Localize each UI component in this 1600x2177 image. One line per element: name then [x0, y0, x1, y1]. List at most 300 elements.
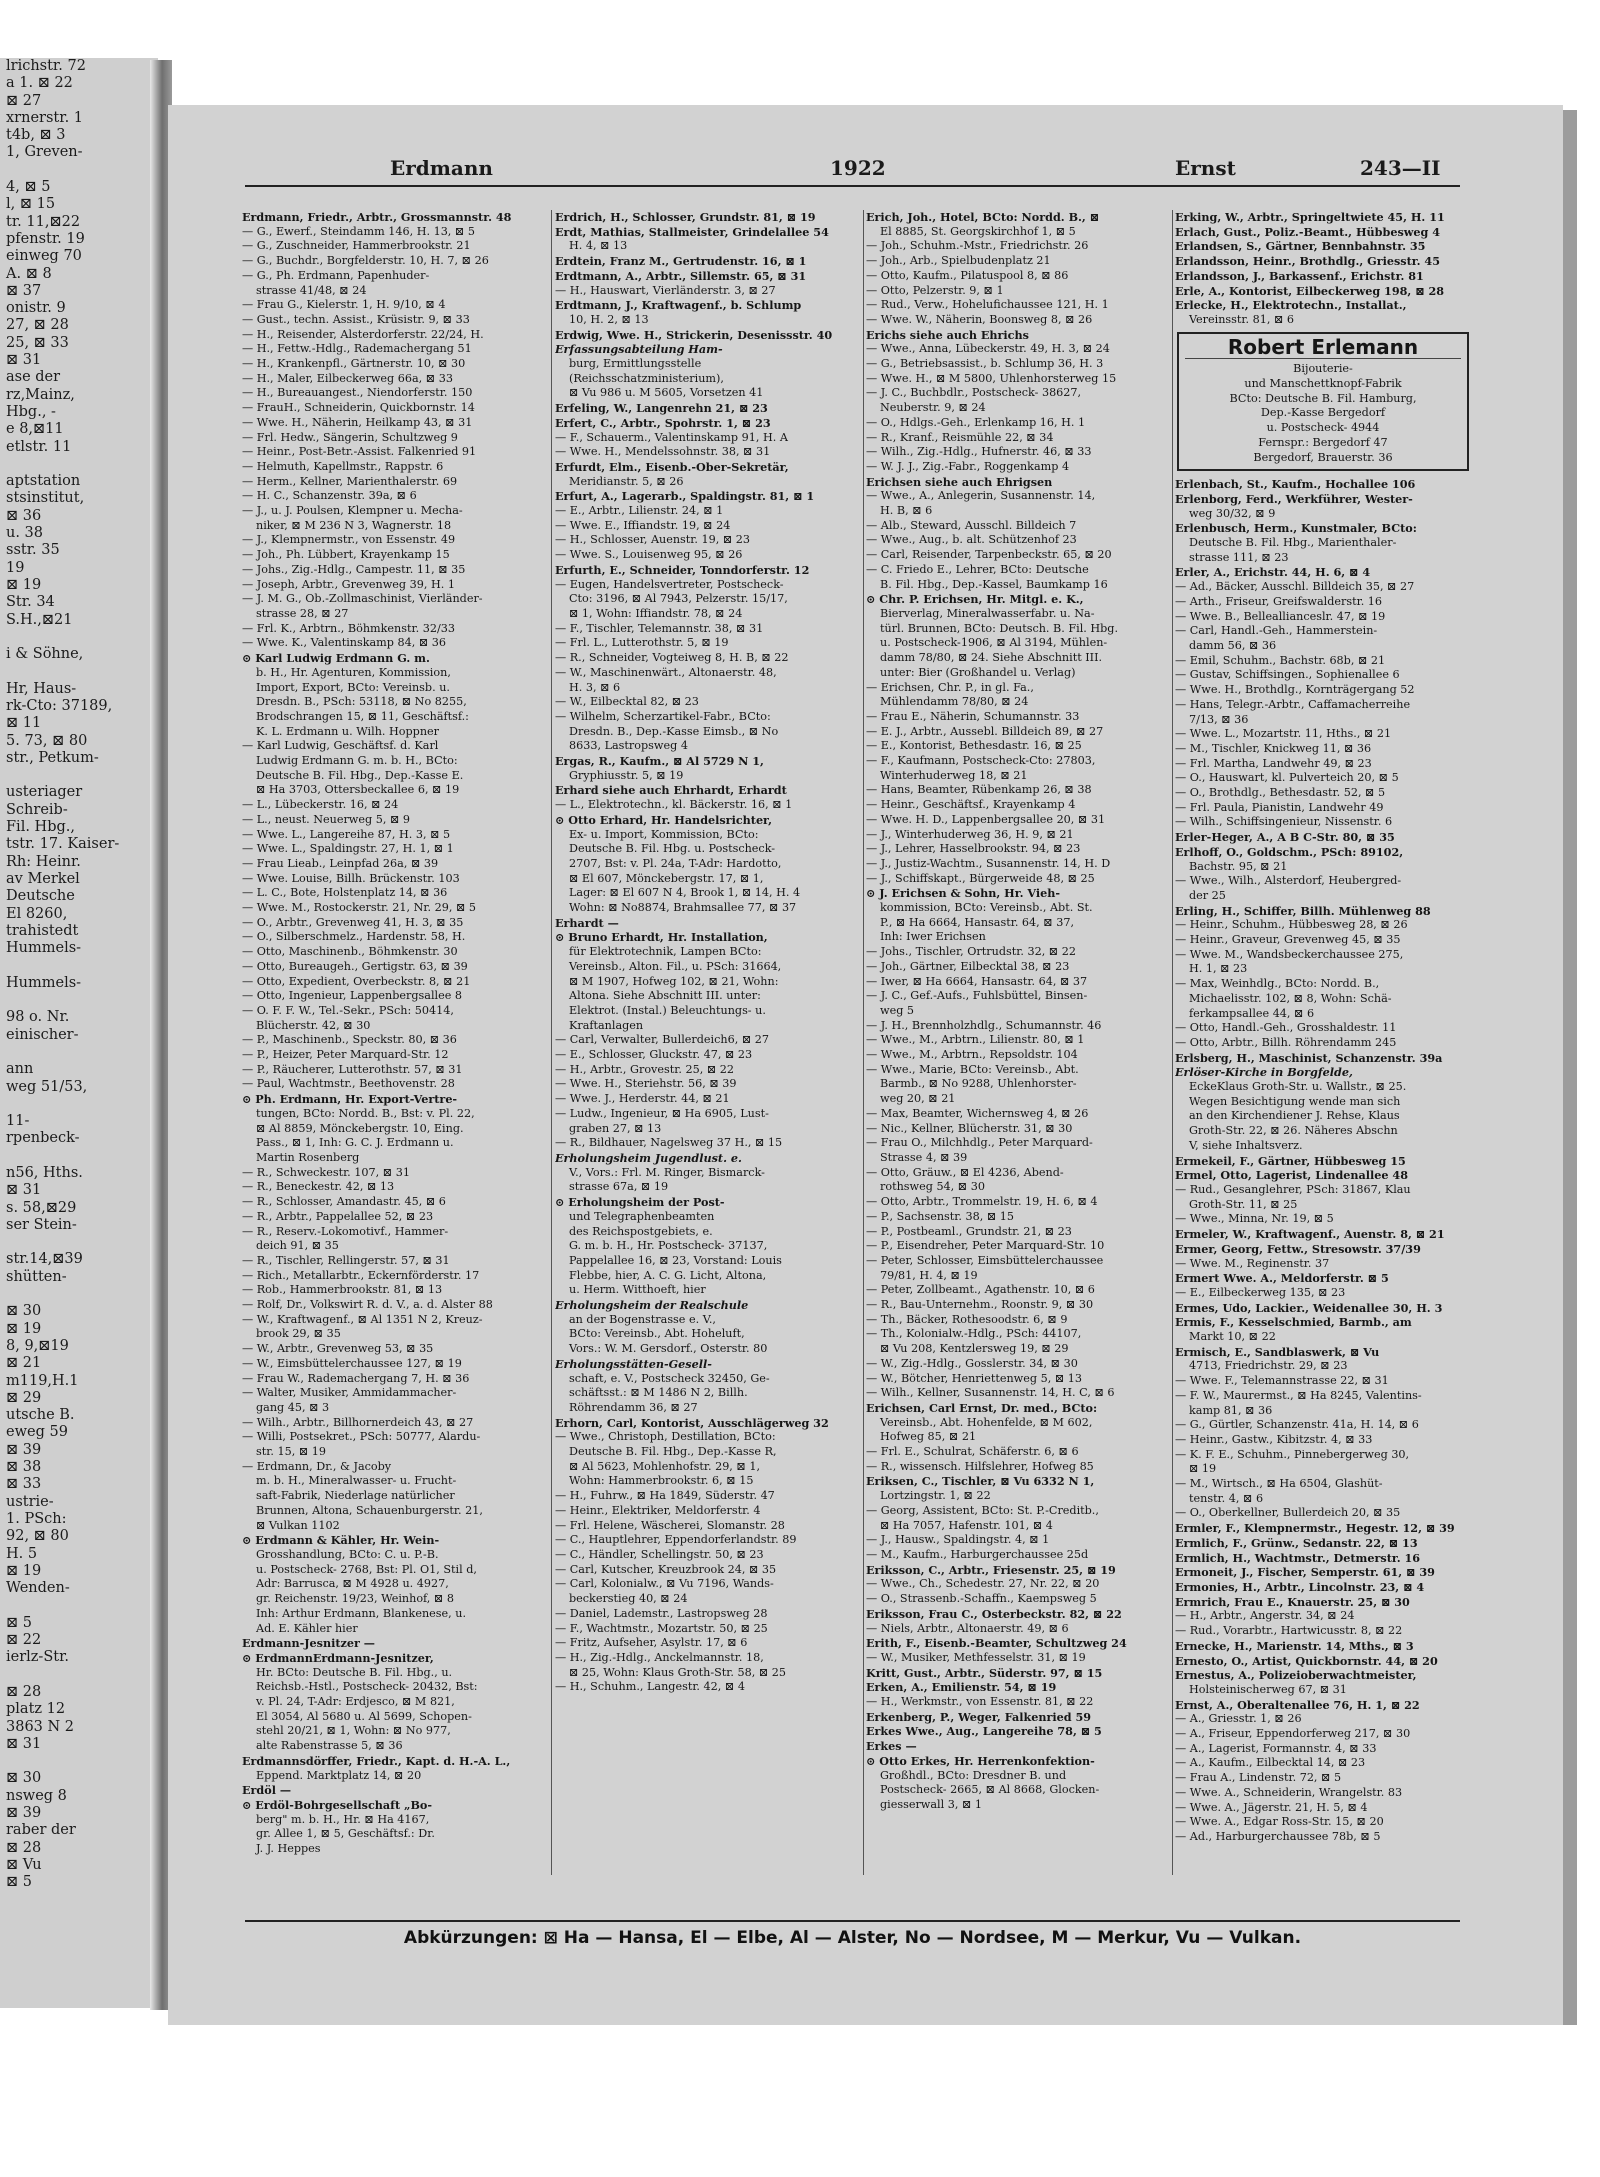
directory-entry-line: Import, Export, BCto: Vereinsb. u. — [256, 680, 450, 694]
directory-column-1 — [242, 210, 547, 1875]
directory-entry-line: — Wwe. L., Langereihe 87, H. 3, ⊠ 5 — [242, 827, 451, 841]
directory-entry-line: 79/81, H. 4, ⊠ 19 — [880, 1268, 978, 1282]
directory-entry-line: u. Postscheck-1906, ⊠ Al 3194, Mühlen- — [880, 636, 1108, 650]
directory-entry-line: — Alb., Steward, Ausschl. Billdeich 7 — [866, 518, 1077, 532]
directory-entry-line: — R., Arbtr., Pappelallee 52, ⊠ 23 — [242, 1209, 434, 1223]
column-divider — [551, 210, 552, 1875]
directory-entry-line: — J., Klempnermstr., von Essenstr. 49 — [242, 533, 456, 547]
directory-entry-line: Bierverlag, Mineralwasserfabr. u. Na- — [880, 606, 1095, 620]
directory-entry-line: — Wwe. L., Spaldingstr. 27, H. 1, ⊠ 1 — [242, 842, 454, 856]
column-4-entries-top — [1175, 210, 1475, 328]
directory-entry-line: — W., Eimsbüttelerchaussee 127, ⊠ 19 — [242, 1356, 462, 1370]
directory-entry-line: — Joh., Schuhm.-Mstr., Friedrichstr. 26 — [866, 239, 1089, 253]
directory-entry-line: — Ad., Bäcker, Ausschl. Billdeich 35, ⊠ 27 — [1175, 580, 1415, 594]
directory-entry-line: Erkenberg, P., Weger, Falkenried 59 — [866, 1709, 1092, 1724]
directory-entry-line: — Frau Lieab., Leinpfad 26a, ⊠ 39 — [242, 856, 439, 870]
directory-entry-line: der 25 — [1189, 888, 1226, 902]
fragment-line: lrichstr. 72 — [6, 58, 86, 74]
directory-entry-line: — Peter, Zollbeamt., Agathenstr. 10, ⊠ 6 — [866, 1283, 1095, 1297]
fragment-line: 3863 N 2 — [6, 1718, 75, 1735]
fragment-line: trahistedt — [6, 922, 79, 939]
directory-entry-line: — Wwe. J., Herderstr. 44, ⊠ 21 — [555, 1092, 730, 1106]
directory-entry-line: Ludwig Erdmann G. m. b. H., BCto: — [256, 754, 458, 768]
directory-entry-line: Blücherstr. 42, ⊠ 30 — [256, 1018, 371, 1032]
advertisement-line: Fernspr.: Bergedorf 47 — [1258, 435, 1388, 449]
fragment-line: Wenden- — [6, 1580, 70, 1597]
directory-entry-line: Erlandsen, S., Gärtner, Bennbahnstr. 35 — [1175, 239, 1426, 254]
directory-entry-line: Adr: Barrusca, ⊠ M 4928 u. 4927, — [256, 1577, 449, 1591]
directory-entry-line: Erfurdt, Elm., Eisenb.-Ober-Sekretär, — [555, 459, 789, 474]
fragment-line: usteriager — [6, 784, 83, 801]
directory-entry-line: — C., Hauptlehrer, Eppendorferlandstr. 89 — [555, 1533, 797, 1547]
directory-entry-line: Barmb., ⊠ No 9288, Uhlenhorster- — [880, 1077, 1077, 1091]
fragment-line: t4b, ⊠ 3 — [6, 127, 66, 144]
directory-entry-line: — Otto, Pelzerstr. 9, ⊠ 1 — [866, 283, 1004, 297]
directory-entry-line: V., Vors.: Frl. M. Ringer, Bismarck- — [569, 1165, 765, 1179]
directory-entry-line: Deutsche B. Fil. Hbg., Marienthaler- — [1189, 536, 1397, 550]
directory-entry-line: — Otto, Arbtr., Trommelstr. 19, H. 6, ⊠ 4 — [866, 1195, 1098, 1209]
directory-entry-line: — Wwe. K., Valentinskamp 84, ⊠ 36 — [242, 636, 447, 650]
fragment-line: ann — [6, 1061, 34, 1078]
directory-entry-line: Erith, F., Eisenb.-Beamter, Schultzweg 24 — [866, 1636, 1127, 1651]
directory-entry-line: Kraftanlagen — [569, 1018, 644, 1032]
directory-entry-line: an den Kirchendiener J. Rehse, Klaus — [1189, 1109, 1400, 1123]
fragment-line: Deutsche — [6, 888, 75, 905]
directory-entry-line: ⊙ Ph. Erdmann, Hr. Export-Vertre- — [242, 1092, 458, 1107]
directory-entry-line: Reichsb.-Hstl., Postscheck- 20432, Bst: — [256, 1680, 478, 1694]
directory-entry-line: — H., Hauswart, Vierländerstr. 3, ⊠ 27 — [555, 283, 776, 297]
directory-entry-line: — Wwe., M., Arbtrn., Lilienstr. 80, ⊠ 1 — [866, 1033, 1085, 1047]
fragment-line: ⊠ 5 — [6, 1874, 32, 1891]
directory-entry-line: — Herm., Kellner, Marienthalerstr. 69 — [242, 474, 458, 488]
directory-entry-line: G. m. b. H., Hr. Postscheck- 37137, — [569, 1239, 768, 1253]
directory-entry-line: niker, ⊠ M 236 N 3, Wagnerstr. 18 — [256, 518, 452, 532]
directory-entry-line: Erle, A., Kontorist, Eilbeckerweg 198, ⊠ 28 — [1175, 283, 1445, 298]
directory-entry-line: Röhrendamm 36, ⊠ 27 — [569, 1400, 698, 1414]
advertisement-line: Bijouterie- — [1293, 362, 1353, 376]
directory-entry-line: H. 1, ⊠ 23 — [1189, 962, 1248, 976]
directory-entry-line: — Wilh., Schiffsingenieur, Nissenstr. 6 — [1175, 815, 1393, 829]
directory-entry-line: — Frau O., Milchhdlg., Peter Marquard- — [866, 1136, 1093, 1150]
directory-entry-line: 2707, Bst: v. Pl. 24a, T-Adr: Hardotto, — [569, 856, 782, 870]
fragment-line — [0, 1753, 158, 1770]
directory-entry-line: u. Postscheck- 2768, Bst: Pl. O1, Stil d, — [256, 1562, 477, 1576]
directory-entry-line: — Heinr., Post-Betr.-Assist. Falkenried 91 — [242, 445, 477, 459]
directory-entry-line: — Johs., Tischler, Ortrudstr. 32, ⊠ 22 — [866, 945, 1076, 959]
fragment-line: rpenbeck- — [6, 1130, 80, 1147]
directory-entry-line: — Wwe. H., ⊠ M 5800, Uhlenhorsterweg 15 — [866, 371, 1117, 385]
directory-entry-line: — Th., Bäcker, Rothesoodstr. 6, ⊠ 9 — [866, 1312, 1068, 1326]
directory-entry-line: — W. J. J., Zig.-Fabr., Roggenkamp 4 — [866, 459, 1070, 473]
fragment-line: ⊠ 11 — [6, 715, 42, 732]
directory-entry-line: — Iwer, ⊠ Ha 6664, Hansastr. 64, ⊠ 37 — [866, 974, 1088, 988]
directory-entry-line: — Daniel, Lademstr., Lastropsweg 28 — [555, 1606, 768, 1620]
directory-entry-line: — Wwe. M., Reginenstr. 37 — [1175, 1256, 1330, 1270]
fragment-line: u. 38 — [6, 525, 44, 542]
directory-entry-line: Deutsche B. Fil. Hbg., Dep.-Kasse R, — [569, 1445, 777, 1459]
directory-entry-line: Ernst, A., Oberaltenallee 76, H. 1, ⊠ 22 — [1175, 1697, 1420, 1712]
fragment-line: ⊠ 38 — [6, 1459, 42, 1476]
fragment-line: A. ⊠ 8 — [6, 265, 52, 282]
advertisement-title: Robert Erlemann — [1185, 338, 1461, 360]
page-number: 243—II — [1360, 156, 1441, 180]
fragment-line: Hr, Haus- — [6, 680, 77, 697]
directory-entry-line: — G., Zuschneider, Hammerbrookstr. 21 — [242, 239, 471, 253]
directory-entry-line: Erking, W., Arbtr., Springeltwiete 45, H. 11 — [1175, 210, 1445, 224]
directory-entry-line: — Nic., Kellner, Blücherstr. 31, ⊠ 30 — [866, 1121, 1073, 1135]
directory-entry-line: Pass., ⊠ 1, Inh: G. C. J. Erdmann u. — [256, 1136, 454, 1150]
directory-entry-line: — H., Krankenpfl., Gärtnerstr. 10, ⊠ 30 — [242, 357, 466, 371]
directory-entry-line: — E., Kontorist, Bethesdastr. 16, ⊠ 25 — [866, 739, 1082, 753]
fragment-line — [0, 162, 158, 179]
fragment-line: einischer- — [6, 1026, 79, 1043]
directory-entry-line: — Otto, Arbtr., Billh. Röhrendamm 245 — [1175, 1035, 1397, 1049]
directory-entry-line: Erfurth, E., Schneider, Tonndorferstr. 12 — [555, 562, 810, 577]
directory-entry-line: damm 78/80, ⊠ 24. Siehe Abschnitt III. — [880, 651, 1103, 665]
directory-entry-line: — Rud., Verw., Hohelufichaussee 121, H. 1 — [866, 298, 1109, 312]
fragment-line: ierlz-Str. — [6, 1649, 70, 1666]
directory-entry-line: Erfassungsabteilung Ham- — [555, 342, 723, 357]
directory-entry-line: — H., Schlosser, Auenstr. 19, ⊠ 23 — [555, 533, 751, 547]
directory-entry-line: — Rud., Vorarbtr., Hartwicusstr. 8, ⊠ 22 — [1175, 1624, 1403, 1638]
directory-entry-line: Ermrich, Frau E., Knauerstr. 25, ⊠ 30 — [1175, 1594, 1410, 1609]
directory-entry-line: — Wwe. E., Iffiandstr. 19, ⊠ 24 — [555, 518, 731, 532]
directory-entry-line: strasse 67a, ⊠ 19 — [569, 1180, 669, 1194]
directory-entry-line: — Wwe. H., Mendelssohnstr. 38, ⊠ 31 — [555, 445, 771, 459]
directory-entry-line: BCto: Vereinsb., Abt. Hoheluft, — [569, 1327, 745, 1341]
directory-entry-line: — Rud., Gesanglehrer, PSch: 31867, Klau — [1175, 1183, 1411, 1196]
directory-entry-line: — Frl. E., Schulrat, Schäferstr. 6, ⊠ 6 — [866, 1445, 1079, 1459]
directory-entry-line: — Carl, Verwalter, Bullerdeich6, ⊠ 27 — [555, 1033, 769, 1047]
fragment-line: aptstation — [6, 473, 81, 490]
directory-entry-line: türl. Brunnen, BCto: Deutsch. B. Fil. Hbg. — [880, 621, 1119, 635]
directory-entry-line: Lager: ⊠ El 607 N 4, Brook 1, ⊠ 14, H. 4 — [569, 886, 801, 900]
directory-entry-line: ⊠ Ha 7057, Hafenstr. 101, ⊠ 4 — [880, 1518, 1053, 1532]
page-edge — [1563, 110, 1577, 2025]
directory-entry-line: giesserwall 3, ⊠ 1 — [880, 1797, 983, 1811]
directory-entry-line: Martin Rosenberg — [256, 1151, 360, 1164]
directory-entry-line: — Otto, Expedient, Overbeckstr. 8, ⊠ 21 — [242, 974, 471, 988]
directory-entry-line: — J. C., Gef.-Aufs., Fuhlsbüttel, Binsen- — [866, 989, 1088, 1003]
column-divider — [1172, 210, 1173, 1875]
directory-entry-line: — Th., Kolonialw.-Hdlg., PSch: 44107, — [866, 1327, 1082, 1341]
directory-entry-line: — C., Händler, Schellingstr. 50, ⊠ 23 — [555, 1547, 764, 1561]
directory-entry-line: Postscheck- 2665, ⊠ Al 8668, Glocken- — [880, 1783, 1100, 1797]
directory-entry-line: — H., Fettw.-Hdlg., Rademachergang 51 — [242, 342, 472, 356]
directory-entry-line: Erichs siehe auch Ehrichs — [866, 327, 1029, 342]
directory-entry-line: Erichsen siehe auch Ehrigsen — [866, 474, 1053, 489]
fragment-line: Hummels- — [6, 974, 82, 991]
directory-entry-line: — P., Eisendreher, Peter Marquard-Str. 10 — [866, 1239, 1105, 1253]
directory-entry-line: Erlecke, H., Elektrotechn., Installat., — [1175, 298, 1407, 313]
directory-entry-line: — W., Kraftwagenf., ⊠ Al 1351 N 2, Kreuz- — [242, 1312, 483, 1326]
advertisement-box — [1177, 332, 1469, 472]
directory-entry-line: Winterhuderweg 18, ⊠ 21 — [880, 768, 1028, 782]
directory-entry-line: — Georg, Assistent, BCto: St. P.-Creditb., — [866, 1503, 1099, 1517]
directory-entry-line: — Joh., Arb., Spielbudenplatz 21 — [866, 254, 1051, 268]
directory-entry-line: — Frau A., Lindenstr. 72, ⊠ 5 — [1175, 1771, 1342, 1785]
directory-entry-line: — Wwe., A., Anlegerin, Susannenstr. 14, — [866, 489, 1096, 503]
directory-entry-line: — Rob., Hammerbrookstr. 81, ⊠ 13 — [242, 1283, 443, 1297]
directory-entry-line: Ermlich, H., Wachtmstr., Detmerstr. 16 — [1175, 1550, 1421, 1565]
fragment-line: utsche B. — [6, 1407, 75, 1424]
directory-entry-line: Ermel, Otto, Lagerist, Lindenallee 48 — [1175, 1168, 1408, 1183]
directory-entry-line: Holsteinischerweg 67, ⊠ 31 — [1189, 1682, 1347, 1696]
header-right-keyword: Ernst — [1175, 156, 1236, 180]
fragment-line — [0, 1234, 158, 1251]
directory-entry-line: — Joh., Ph. Lübbert, Krayenkamp 15 — [242, 548, 450, 562]
fragment-line: ⊠ 19 — [6, 1320, 42, 1337]
directory-entry-line: — G., Ewerf., Steindamm 146, H. 13, ⊠ 5 — [242, 224, 475, 238]
directory-entry-line: Ermonies, H., Arbtr., Lincolnstr. 23, ⊠ 4 — [1175, 1579, 1425, 1594]
directory-entry-line: H. 3, ⊠ 6 — [569, 680, 621, 694]
directory-entry-line: — Otto, Bureaugeh., Gertigstr. 63, ⊠ 39 — [242, 959, 468, 973]
directory-entry-line: Gryphiusstr. 5, ⊠ 19 — [569, 768, 684, 782]
directory-entry-line: Lortzingstr. 1, ⊠ 22 — [880, 1489, 991, 1503]
fragment-line — [0, 1148, 158, 1165]
directory-entry-line: alte Rabenstrasse 5, ⊠ 36 — [256, 1739, 403, 1753]
directory-entry-line: Elektrot. (Instal.) Beleuchtungs- u. — [569, 1003, 766, 1017]
directory-entry-line: Ernecke, H., Marienstr. 14, Mths., ⊠ 3 — [1175, 1638, 1414, 1653]
directory-entry-line: Erkes — — [866, 1739, 917, 1754]
directory-entry-line: H. B, ⊠ 6 — [880, 504, 933, 518]
directory-entry-line: tenstr. 4, ⊠ 6 — [1189, 1491, 1264, 1505]
directory-entry-line: ⊠ Ha 3703, Ottersbeckallee 6, ⊠ 19 — [256, 783, 460, 797]
directory-entry-line: — Ludw., Ingenieur, ⊠ Ha 6905, Lust- — [555, 1106, 769, 1120]
fragment-line: 92, ⊠ 80 — [6, 1528, 69, 1545]
directory-entry-line: und Telegraphenbeamten — [569, 1209, 715, 1223]
directory-entry-line: ⊠ 19 — [1189, 1462, 1217, 1476]
directory-entry-line: — Wwe. M., Wandsbeckerchaussee 275, — [1175, 947, 1404, 961]
directory-entry-line: strasse 28, ⊠ 27 — [256, 606, 349, 620]
directory-entry-line: — M., Wirtsch., ⊠ Ha 6504, Glashüt- — [1175, 1477, 1383, 1491]
directory-entry-line: an der Bogenstrasse e. V., — [569, 1312, 716, 1326]
directory-entry-line: — W., Bötcher, Henriettenweg 5, ⊠ 13 — [866, 1371, 1082, 1385]
directory-entry-line: des Reichspostgebiets, e. — [569, 1224, 713, 1238]
column-4-entries-bottom — [1175, 477, 1475, 1844]
directory-entry-line: — Carl, Handl.-Geh., Hammerstein- — [1175, 624, 1378, 638]
directory-entry-line: stehl 20/21, ⊠ 1, Wohn: ⊠ No 977, — [256, 1724, 451, 1738]
fragment-line: ⊠ 19 — [6, 1562, 42, 1579]
directory-entry-line: — P., Sachsenstr. 38, ⊠ 15 — [866, 1209, 1015, 1223]
directory-entry-line: Ermert Wwe. A., Meldorferstr. ⊠ 5 — [1175, 1271, 1389, 1286]
fragment-line: ⊠ 39 — [6, 1441, 42, 1458]
fragment-line: pfenstr. 19 — [6, 230, 85, 247]
advertisement-line: Dep.-Kasse Bergedorf — [1260, 406, 1386, 420]
header-left-keyword: Erdmann — [390, 156, 493, 180]
directory-entry-line: Ermekeil, F., Gärtner, Hübbesweg 15 — [1175, 1153, 1406, 1168]
directory-entry-line: deich 91, ⊠ 35 — [256, 1239, 339, 1253]
fragment-line: 27, ⊠ 28 — [6, 317, 69, 334]
directory-entry-line: Eppend. Marktplatz 14, ⊠ 20 — [256, 1768, 422, 1782]
directory-entry-line: — R., Bildhauer, Nagelsweg 37 H., ⊠ 15 — [555, 1136, 783, 1150]
directory-entry-line: — L., Lübeckerstr. 16, ⊠ 24 — [242, 798, 399, 812]
abbreviations-footer: Abkürzungen: ⊠ Ha — Hansa, El — Elbe, Al — Alster, No — Nordsee, M — Merkur, Vu — Vulkan. — [403, 1928, 1302, 1948]
directory-entry-line: — G., Gürtler, Schanzenstr. 41a, H. 14, ⊠ 6 — [1175, 1418, 1419, 1432]
directory-entry-line: — Arth., Friseur, Greifswalderstr. 16 — [1175, 594, 1383, 608]
directory-entry-line: — H., Bureauangest., Niendorferstr. 150 — [242, 386, 473, 400]
directory-entry-line: — Carl, Reisender, Tarpenbeckstr. 65, ⊠ 20 — [866, 548, 1112, 562]
directory-entry-line: Ernesto, O., Artist, Quickbornstr. 44, ⊠ 20 — [1175, 1653, 1438, 1668]
directory-entry-line: Inh: Arthur Erdmann, Blankenese, u. — [256, 1606, 467, 1620]
directory-entry-line: — Niels, Arbtr., Altonaerstr. 49, ⊠ 6 — [866, 1621, 1069, 1635]
directory-entry-line: graben 27, ⊠ 13 — [569, 1121, 662, 1135]
directory-entry-line: — Wwe. A., Jägerstr. 21, H. 5, ⊠ 4 — [1175, 1800, 1368, 1814]
directory-entry-line: — H., Reisender, Alsterdorferstr. 22/24, H. — [242, 327, 484, 341]
directory-entry-line: — Gustav, Schiffsingen., Sophienallee 6 — [1175, 668, 1400, 682]
directory-entry-line: — Wwe. A., Schneiderin, Wrangelstr. 83 — [1175, 1785, 1403, 1799]
directory-entry-line: Erdt, Mathias, Stallmeister, Grindelallee 54 — [555, 224, 829, 239]
fragment-line: m119,H.1 — [6, 1372, 79, 1389]
directory-entry-line: Erlöser-Kirche in Borgfelde, — [1175, 1065, 1353, 1080]
directory-entry-line: — Wilh., Arbtr., Billhornerdeich 43, ⊠ 27 — [242, 1415, 474, 1429]
directory-entry-line: — Heinr., Schuhm., Hübbesweg 28, ⊠ 26 — [1175, 918, 1408, 932]
directory-column-4 — [1175, 210, 1475, 1875]
directory-entry-line: Cto: 3196, ⊠ Al 7943, Pelzerstr. 15/17, — [569, 592, 788, 606]
directory-entry-line: V, siehe Inhaltsverz. — [1189, 1138, 1303, 1152]
fragment-line: ⊠ 33 — [6, 1476, 42, 1493]
directory-entry-line: ⊙ Otto Erkes, Hr. Herrenkonfektion- — [866, 1753, 1095, 1768]
fragment-line — [0, 456, 158, 473]
fragment-line — [0, 1286, 158, 1303]
directory-entry-line: Ernestus, A., Polizeioberwachtmeister, — [1175, 1668, 1417, 1683]
fragment-line — [0, 663, 158, 680]
directory-entry-line: — J., Lehrer, Hasselbrookstr. 94, ⊠ 23 — [866, 842, 1081, 856]
directory-entry-line: Strasse 4, ⊠ 39 — [880, 1151, 968, 1164]
directory-entry-line: — Carl, Kolonialw., ⊠ Vu 7196, Wands- — [555, 1577, 774, 1591]
directory-entry-line: Groth-Str. 22, ⊠ 26. Näheres Abschn — [1189, 1124, 1398, 1138]
directory-entry-line: — Frau W., Rademachergang 7, H. ⊠ 36 — [242, 1371, 470, 1385]
fragment-line: 1, Greven- — [6, 144, 83, 161]
fragment-line: i & Söhne, — [6, 646, 84, 663]
header-rule — [245, 185, 1460, 187]
fragment-line: ustrie- — [6, 1493, 54, 1510]
directory-entry-line: Eriksson, Frau C., Osterbeckstr. 82, ⊠ 22 — [866, 1606, 1122, 1621]
directory-entry-line: kamp 81, ⊠ 36 — [1189, 1403, 1273, 1417]
directory-entry-line: ⊙ Erholungsheim der Post- — [555, 1195, 725, 1210]
directory-entry-line: — F., Schauerm., Valentinskamp 91, H. A — [555, 430, 788, 444]
directory-entry-line: schaft, e. V., Postscheck 32450, Ge- — [569, 1371, 770, 1385]
fragment-line: einweg 70 — [6, 248, 82, 265]
fragment-line: ⊠ 27 — [6, 92, 42, 109]
directory-entry-line: rothsweg 54, ⊠ 30 — [880, 1180, 985, 1194]
fragment-line: platz 12 — [6, 1701, 66, 1718]
directory-entry-line: — L., neust. Neuerweg 5, ⊠ 9 — [242, 812, 410, 826]
directory-column-2 — [555, 210, 860, 1875]
directory-entry-line: — Wwe. F., Telemannstrasse 22, ⊠ 31 — [1175, 1374, 1389, 1388]
directory-entry-line: — O., Strassenb.-Schaffn., Kaempsweg 5 — [866, 1592, 1097, 1606]
directory-entry-line: — G., Buchdr., Borgfelderstr. 10, H. 7, ⊠ 26 — [242, 254, 489, 268]
directory-entry-line: — Wwe. H. D., Lappenbergsallee 20, ⊠ 31 — [866, 812, 1106, 826]
directory-entry-line: Ermer, Georg, Fettw., Stresowstr. 37/39 — [1175, 1241, 1421, 1256]
directory-entry-line: — Frl. K., Arbtrn., Böhmkenstr. 32/33 — [242, 621, 455, 635]
fragment-line: ⊠ 31 — [6, 1735, 42, 1752]
directory-entry-line: Michaelisstr. 102, ⊠ 8, Wohn: Schä- — [1189, 991, 1392, 1005]
directory-entry-line: Ermler, F., Klempnermstr., Hegestr. 12, ⊠ 39 — [1175, 1521, 1455, 1536]
fragment-line: etlstr. 11 — [6, 438, 72, 455]
directory-entry-line: — C. Friedo E., Lehrer, BCto: Deutsche — [866, 562, 1089, 576]
directory-entry-line: El 3054, Al 5680 u. Al 5699, Schopen- — [256, 1709, 472, 1723]
fragment-line: ⊠ 22 — [6, 1632, 42, 1649]
directory-entry-line: Erholungsheim der Realschule — [555, 1298, 749, 1313]
directory-entry-line: Erler-Heger, A., A B C-Str. 80, ⊠ 35 — [1175, 830, 1395, 845]
directory-entry-line: — H., Maler, Eilbeckerweg 66a, ⊠ 33 — [242, 371, 453, 385]
directory-entry-line: — J. M. G., Ob.-Zollmaschinist, Vierländer- — [242, 592, 483, 606]
fragment-line: weg 51/53, — [6, 1078, 88, 1095]
directory-entry-line: Erlenborg, Ferd., Werkführer, Wester- — [1175, 491, 1413, 506]
advertisement-line: Bergedorf, Brauerstr. 36 — [1253, 450, 1393, 464]
directory-entry-line: — Wwe. H., Brothdlg., Kornträgergang 52 — [1175, 683, 1415, 697]
directory-entry-line: ⊠ 1, Wohn: Iffiandstr. 78, ⊠ 24 — [569, 606, 743, 620]
directory-entry-line: — W., Arbtr., Grevenweg 53, ⊠ 35 — [242, 1342, 434, 1356]
directory-entry-line: — K. F. E., Schuhm., Pinnebergerweg 30, — [1175, 1447, 1410, 1461]
directory-entry-line: Flebbe, hier, A. C. G. Licht, Altona, — [569, 1268, 767, 1282]
directory-entry-line: — FrauH., Schneiderin, Quickbornstr. 14 — [242, 401, 475, 415]
directory-entry-line: — Heinr., Gastw., Kibitzstr. 4, ⊠ 33 — [1175, 1432, 1373, 1446]
directory-entry-line: Erhard siehe auch Ehrhardt, Erhardt — [555, 783, 787, 798]
directory-entry-line: — P., Heizer, Peter Marquard-Str. 12 — [242, 1048, 449, 1062]
fragment-line: ⊠ 30 — [6, 1770, 42, 1787]
fragment-line: ⊠ 31 — [6, 352, 42, 369]
directory-entry-line: Erdöl — — [242, 1783, 292, 1798]
directory-entry-line: 7/13, ⊠ 36 — [1189, 712, 1249, 726]
directory-entry-line: — W., Musiker, Methfesselstr. 31, ⊠ 19 — [866, 1650, 1086, 1664]
directory-entry-line: — Max, Weinhdlg., BCto: Nordd. B., — [1175, 977, 1380, 991]
directory-entry-line: — W., Eilbecktal 82, ⊠ 23 — [555, 695, 699, 709]
directory-entry-line: Erholungsstätten-Gesell- — [555, 1356, 712, 1371]
directory-entry-line: — O., Silberschmelz., Hardenstr. 58, H. — [242, 930, 466, 944]
fragment-line: ⊠ 28 — [6, 1839, 42, 1856]
directory-entry-line: — Ad., Harburgerchaussee 78b, ⊠ 5 — [1175, 1829, 1381, 1843]
directory-entry-line: Dresdn. B., Dep.-Kasse Eimsb., ⊠ No — [569, 724, 779, 738]
directory-entry-line: — F., Kaufmann, Postscheck-Cto: 27803, — [866, 754, 1096, 768]
directory-entry-line: strasse 111, ⊠ 23 — [1189, 550, 1289, 564]
directory-entry-line: — Eugen, Handelsvertreter, Postscheck- — [555, 577, 784, 591]
directory-entry-line: — E., Arbtr., Lilienstr. 24, ⊠ 1 — [555, 504, 724, 518]
directory-entry-line: ⊙ Otto Erhard, Hr. Handelsrichter, — [555, 812, 773, 827]
directory-entry-line: — R., Schlosser, Amandastr. 45, ⊠ 6 — [242, 1195, 446, 1209]
directory-entry-line: — Hans, Telegr.-Arbtr., Caffamacherreihe — [1175, 697, 1411, 711]
directory-entry-line: Wohn: ⊠ No8874, Brahmsallee 77, ⊠ 37 — [569, 901, 797, 915]
directory-entry-line: Mühlendamm 78/80, ⊠ 24 — [880, 695, 1029, 709]
fragment-line: ⊠ 39 — [6, 1804, 42, 1821]
directory-entry-line: Deutsche B. Fil. Hbg., Dep.-Kasse E. — [256, 768, 464, 782]
directory-entry-line: — Erichsen, Chr. P., in gl. Fa., — [866, 680, 1034, 694]
directory-entry-line: Erling, H., Schiffer, Billh. Mühlenweg 88 — [1175, 903, 1431, 918]
directory-entry-line: saft-Fabrik, Niederlage natürlicher — [256, 1489, 455, 1503]
advertisement-lines — [1185, 362, 1461, 465]
directory-entry-line: — Johs., Zig.-Hdlg., Campestr. 11, ⊠ 35 — [242, 562, 466, 576]
directory-entry-line: — H., Arbtr., Grovestr. 25, ⊠ 22 — [555, 1062, 734, 1076]
directory-entry-line: — A., Lagerist, Formannstr. 4, ⊠ 33 — [1175, 1741, 1377, 1755]
directory-entry-line: Kritt, Gust., Arbtr., Süderstr. 97, ⊠ 15 — [866, 1665, 1103, 1680]
directory-entry-line: — Frl. Helene, Wäscherei, Slomanstr. 28 — [555, 1518, 785, 1532]
fragment-line: raber der — [6, 1822, 76, 1839]
directory-entry-line: — W., Maschinenwärt., Altonaerstr. 48, — [555, 665, 777, 679]
directory-entry-line: — Fritz, Aufseher, Asylstr. 17, ⊠ 6 — [555, 1636, 748, 1650]
directory-entry-line: — Wilh., Kellner, Susannenstr. 14, H. C, ⊠ 6 — [866, 1386, 1115, 1400]
directory-entry-line: ⊙ Erdmann & Kähler, Hr. Wein- — [242, 1533, 440, 1548]
directory-entry-line: kommission, BCto: Vereinsb., Abt. St. — [880, 901, 1093, 915]
fragment-line: str., Petkum- — [6, 749, 99, 766]
directory-entry-line: — Wwe., M., Arbtrn., Repsoldstr. 104 — [866, 1048, 1078, 1062]
fragment-line: eweg 59 — [6, 1424, 68, 1441]
fragment-line: S.H.,⊠21 — [6, 611, 73, 628]
fragment-line — [0, 1096, 158, 1113]
directory-entry-line: Erdrich, H., Schlosser, Grundstr. 81, ⊠ 19 — [555, 210, 816, 224]
fragment-line: ⊠ 5 — [6, 1614, 32, 1631]
directory-entry-line: — R., Schneider, Vogteiweg 8, H. B, ⊠ 22 — [555, 651, 789, 665]
